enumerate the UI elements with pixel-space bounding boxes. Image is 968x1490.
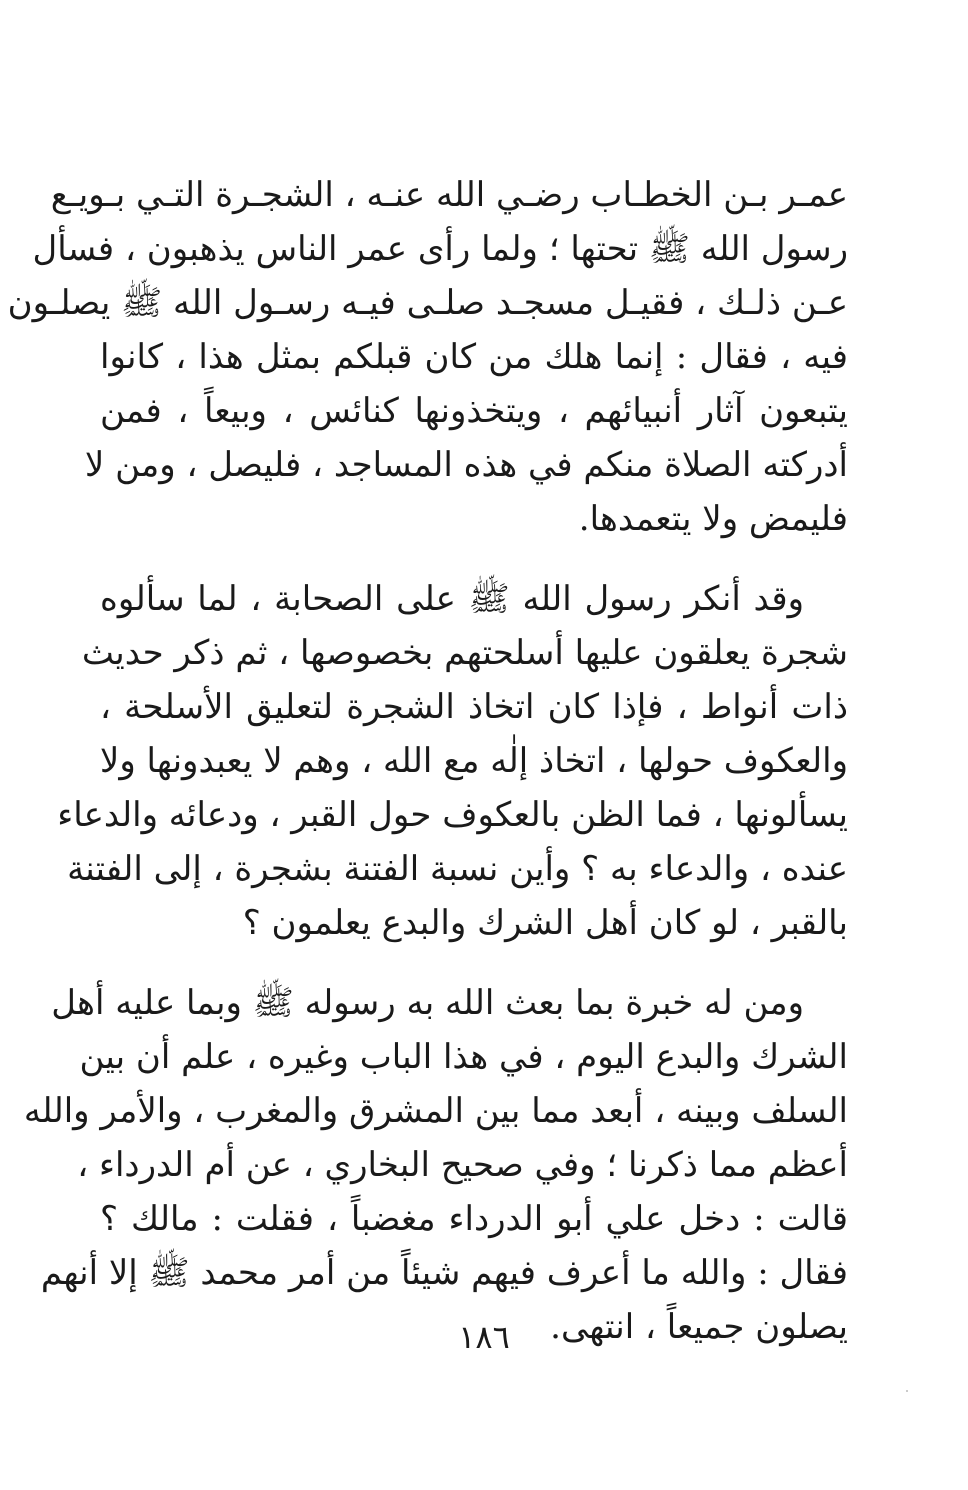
text-line: يصلون جميعاً ، انتهى. [550,1307,848,1347]
paragraph-2 [57,572,848,950]
text-line: فقال : والله ما أعرف فيهم شيئاً من أمر محمد ﷺ إلا أنهم [40,1253,848,1293]
text-line: يسألونها ، فما الظن بالعكوف حول القبر ، ودعائه والدعاء [57,795,848,835]
text-line: أدركته الصلاة منكم في هذه المساجد ، فليصل ، ومن لا [84,445,848,485]
text-line: ذات أنواط ، فإذا كان اتخاذ الشجرة لتعليق الأسلحة ، [100,687,848,727]
text-line: والعكوف حولها ، اتخاذ إلٰه مع الله ، وهم لا يعبدونها ولا [99,741,848,781]
text-line: أعظم مما ذكرنا ؛ وفي صحيح البخاري ، عن أم الدرداء ، [77,1145,848,1185]
text-line: السلف وبينه ، أبعد مما بين المشرق والمغرب ، والأمر والله [23,1091,848,1131]
text-line: قالت : دخل علي أبو الدرداء مغضباً ، فقلت : مالك ؟ [100,1199,848,1239]
scan-speck [906,1390,908,1392]
text-line: فيه ، فقال : إنما هلك من كان قبلكم بمثل هذا ، كانوا [100,337,848,377]
text-line: ومن له خبرة بما بعث الله به رسوله ﷺ وبما عليه أهل [51,983,804,1023]
text-line: بالقبر ، لو كان أهل الشرك والبدع يعلمون ؟ [242,903,848,943]
text-line: شجرة يعلقون عليها أسلحتهم بخصوصها ، ثم ذكر حديث [81,633,848,673]
text-line: عنده ، والدعاء به ؟ وأين نسبة الفتنة بشجرة ، إلى الفتنة [67,849,848,889]
text-line: الشرك والبدع اليوم ، في هذا الباب وغيره ، علم أن بين [79,1037,848,1077]
text-line: عمـر بـن الخطـاب رضـي الله عنـه ، الشجـرة التـي بـويـع [50,175,848,215]
text-line: فليمض ولا يتعمدها. [578,499,848,539]
text-line: عـن ذلـك ، فقيـل مسجـد صلـى فيـه رسـول الله ﷺ يصلـون [7,283,848,323]
text-line: يتبعون آثار أنبيائهم ، ويتخذونها كنائس ، وبيعاً ، فمن [100,391,848,431]
text-line: وقد أنكر رسول الله ﷺ على الصحابة ، لما سألوه [100,579,804,619]
paragraph-3 [23,976,848,1354]
page-body [7,168,848,1380]
page-number: ١٨٦ [458,1318,510,1356]
paragraph-1 [7,168,848,546]
text-line: رسول الله ﷺ تحتها ؛ ولما رأى عمر الناس يذهبون ، فسأل [32,229,848,269]
